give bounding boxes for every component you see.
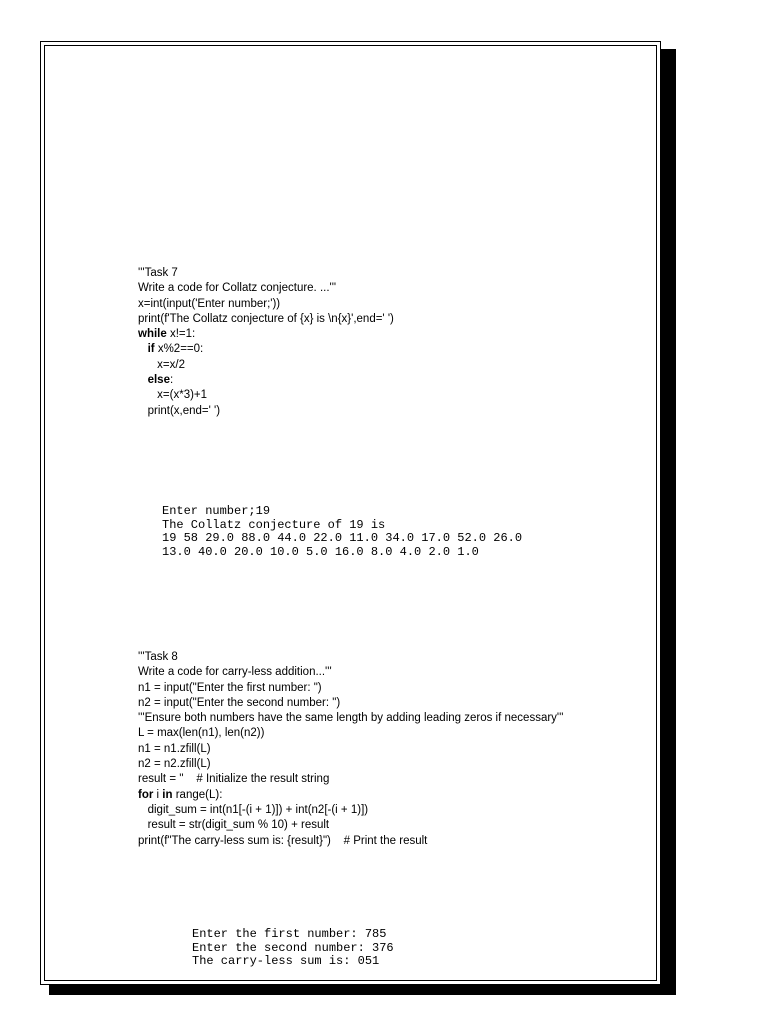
code-text: print(f"The carry-less sum is: {result}") # Print the result <box>138 834 428 847</box>
output-line: Enter the second number: 376 <box>192 940 394 955</box>
code-line <box>138 788 564 803</box>
code-text: range(L): <box>172 788 223 801</box>
output-line: Enter number;19 <box>162 504 271 518</box>
code-text: '''Task 8 <box>138 651 178 663</box>
code-line <box>138 818 564 833</box>
task7-output-block <box>162 505 522 559</box>
code-text: n1 = input("Enter the first number: ") <box>138 681 322 694</box>
code-line <box>138 696 564 711</box>
keyword: if <box>147 343 155 356</box>
code-line <box>138 726 564 741</box>
code-text: x=x/2 <box>157 358 185 371</box>
code-line <box>138 358 394 373</box>
code-text: print(f'The Collatz conjecture of {x} is \n{x}',end=' ') <box>138 312 394 325</box>
keyword: while <box>138 328 167 341</box>
keyword: in <box>162 788 173 801</box>
task8-output-block <box>192 928 394 969</box>
code-text: Write a code for carry-less addition...''' <box>138 666 332 679</box>
code-line <box>138 327 394 342</box>
code-text: x=int(input('Enter number;')) <box>138 297 281 310</box>
code-line <box>138 404 394 419</box>
code-text: n2 = n2.zfill(L) <box>138 758 211 771</box>
code-line <box>138 312 394 327</box>
code-line <box>138 342 394 357</box>
code-line <box>138 373 394 388</box>
code-line <box>138 772 564 787</box>
code-line <box>138 757 564 772</box>
code-text: print(x,end=' ') <box>147 404 221 417</box>
output-line: 13.0 40.0 20.0 10.0 5.0 16.0 8.0 4.0 2.0 1.0 <box>162 544 479 559</box>
code-text: x!=1: <box>166 328 196 341</box>
code-line <box>138 388 394 403</box>
keyword: for <box>138 788 154 801</box>
output-line: The Collatz conjecture of 19 is <box>162 517 386 532</box>
code-text: result = str(digit_sum % 10) + result <box>147 819 330 832</box>
code-line <box>138 297 394 312</box>
code-text: Write a code for Collatz conjecture. ...''' <box>138 282 337 295</box>
code-text: L = max(len(n1), len(n2)) <box>138 727 265 740</box>
task8-code-block <box>138 650 564 849</box>
code-text: '''Ensure both numbers have the same length by adding leading zeros if necessary''' <box>138 712 564 725</box>
code-line <box>138 834 564 849</box>
code-text: i <box>153 788 163 801</box>
code-text: '''Task 7 <box>138 267 178 279</box>
code-line <box>138 742 564 757</box>
code-line <box>138 711 564 726</box>
code-line <box>138 650 564 665</box>
output-line: The carry-less sum is: 051 <box>192 954 380 969</box>
output-line: Enter the first number: 785 <box>192 927 387 941</box>
task7-code-block <box>138 266 394 419</box>
code-line <box>138 281 394 296</box>
code-text: n2 = input("Enter the second number: ") <box>138 696 341 709</box>
code-text: x=(x*3)+1 <box>157 389 208 402</box>
code-text: result = '' # Initialize the result string <box>138 773 330 786</box>
code-line <box>138 681 564 696</box>
keyword: else <box>147 374 170 387</box>
code-line <box>138 266 394 281</box>
code-text: : <box>169 374 174 387</box>
code-text: n1 = n1.zfill(L) <box>138 742 211 755</box>
code-text: x%2==0: <box>154 343 204 356</box>
output-line: 19 58 29.0 88.0 44.0 22.0 11.0 34.0 17.0 52.0 26.0 <box>162 531 523 546</box>
code-line <box>138 665 564 680</box>
code-text: digit_sum = int(n1[-(i + 1)]) + int(n2[-(i + 1)]) <box>147 803 369 816</box>
code-line <box>138 803 564 818</box>
